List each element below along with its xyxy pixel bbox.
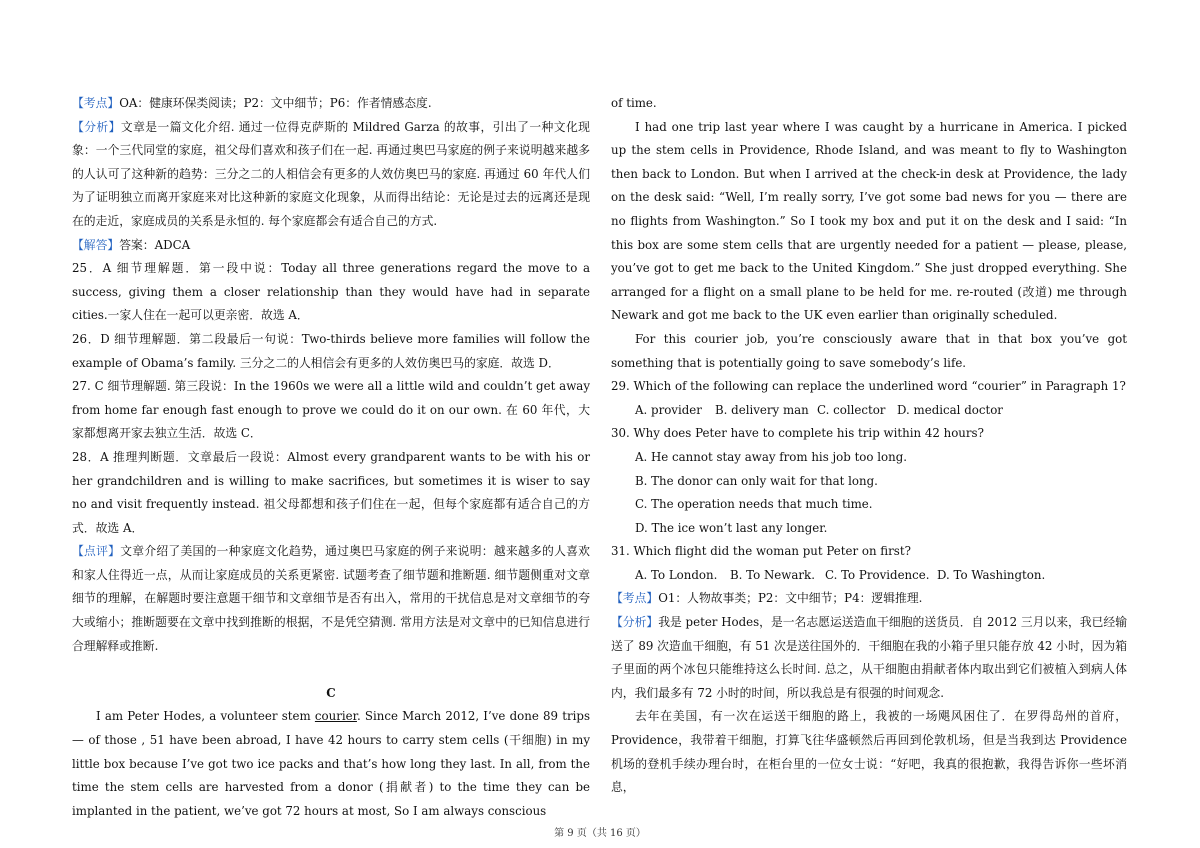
kaodian-tag-2: 【考点】 bbox=[611, 591, 659, 606]
dianping-text: 文章介绍了美国的一种家庭文化趋势，通过奥巴马家庭的例子来说明：越来越多的人喜欢和家人住得近一点，从而让家庭成员的关系更紧密. 试题考查了细节题和推断题. 细节题侧重对文章细节的理解，在解题时要注意题干细节和文章细节是否有出入，常用的干扰信息是对文章细节的夸大或缩小；推断题要在文章中找到推断的根据，不是凭空猜测. 常用方法是对文章中的已知信息进行合理解释或推断. bbox=[72, 544, 590, 653]
option-d: D. To Washington. bbox=[937, 567, 1046, 582]
passage-text-start: I am Peter Hodes, a volunteer stem bbox=[96, 709, 315, 724]
jieda-line bbox=[72, 234, 590, 258]
answer-28: 28．A 推理判断题．文章最后一段说：Almost every grandparent wants to be with his or her grandchildren and is willing to make sacrifices, but sometimes it is wiser to say no and visit frequently instead. 祖父母都想和孩子们住在一起，但每个家庭都有适合自己的方式．故选 A． bbox=[72, 449, 590, 535]
option-c: C. collector bbox=[817, 402, 886, 417]
option-a: A. He cannot stay away from his job too long. bbox=[635, 449, 908, 464]
passage-paragraph-1 bbox=[72, 705, 590, 823]
passage-continuation: of time. bbox=[611, 96, 657, 110]
fenxi-text: 文章是一篇文化介绍. 通过一位得克萨斯的 Mildred Garza 的故事，引出了一种文化现象：一个三代同堂的家庭，祖父母们喜欢和孩子们在一起. 再通过奥巴马家庭的例子来说明越来越多的人认可了这种新的趋势：三分之二的人相信会有更多的人效仿奥巴马的家庭. 再通过 60 年代人们为了证明独立而离开家庭来对比这种新的家庭文化现象，从而得出结论：无论是过去的远离还是现在的走近，家庭成员的关系是永恒的. 每个家庭都会有适合自己的方式. bbox=[72, 119, 590, 228]
fenxi-text-2: 我是 peter Hodes，是一名志愿运送造血干细胞的送货员．自 2012 三月以来，我已经输送了 89 次造血干细胞，有 51 次是送往国外的．干细胞在我的小箱子里只能存放 42 小时，因为箱子里面的两个冰包只能维持这么长时间. 总之，从干细胞由捐献者体内取出到它们被植入到病人体内，我们最多有 72 小时的时间，所以我总是有很强的时间观念. bbox=[611, 615, 1128, 700]
page-footer: 第 9 页（共 16 页） bbox=[554, 828, 646, 839]
answer-26: 26．D 细节理解题．第二段最后一句说：Two-thirds believe more families will follow the example of Obama’s family. 三分之二的人相信会有更多的人效仿奥巴马的家庭．故选 D． bbox=[72, 331, 590, 370]
right-column bbox=[611, 92, 1127, 800]
underlined-word: courier bbox=[314, 709, 357, 724]
option-c: C. To Providence. bbox=[825, 567, 930, 582]
left-column bbox=[72, 92, 590, 823]
option-b: B. delivery man bbox=[715, 402, 809, 417]
passage-paragraph-3: For this courier job, you’re consciously aware that in that box you’ve got something that is potentially going to save somebody’s life. bbox=[611, 331, 1127, 370]
jieda-text: 答案：ADCA bbox=[119, 237, 191, 252]
kaodian-tag: 【考点】 bbox=[72, 96, 120, 110]
question-31: 31. Which flight did the woman put Peter on first? bbox=[611, 544, 911, 559]
option-a: A. To London. bbox=[635, 567, 718, 582]
option-c: C. The operation needs that much time. bbox=[635, 497, 873, 512]
fenxi-paragraph-2 bbox=[611, 611, 1127, 705]
fenxi-tag-2: 【分析】 bbox=[611, 615, 659, 630]
fenxi-tag: 【分析】 bbox=[72, 119, 121, 134]
fenxi-paragraph bbox=[72, 116, 590, 234]
kaodian-line bbox=[72, 92, 590, 116]
answer-25: 25．A 细节理解题．第一段中说：Today all three generations regard the move to a success, giving them a closer relationship than they would have had in separate cities.一家人住在一起可以更亲密．故选 A． bbox=[72, 261, 590, 323]
question-29-options bbox=[611, 399, 1127, 423]
question-31-options bbox=[611, 564, 1127, 588]
section-heading: C bbox=[326, 685, 336, 700]
kaodian-line-2 bbox=[611, 587, 1127, 611]
kaodian-text-2: O1：人物故事类；P2：文中细节；P4：逻辑推理. bbox=[658, 591, 923, 606]
question-29: 29. Which of the following can replace the underlined word “courier” in Paragraph 1? bbox=[611, 379, 1126, 394]
dianping-paragraph bbox=[72, 540, 590, 658]
dianping-tag: 【点评】 bbox=[72, 544, 121, 559]
question-30: 30. Why does Peter have to complete his trip within 42 hours? bbox=[611, 426, 984, 441]
passage-paragraph-2: I had one trip last year where I was caught by a hurricane in America. I picked up the stem cells in Providence, Rhode Island, and was meant to fly to Washington then back to London. But when I arrived at the check-in desk at Providence, the lady on the desk said: “Well, I’m really sorry, I’ve got some bad news for you — there are no flights from Washington.” So I took my box and put it on the desk and I said: “In this box are some stem cells that are urgently needed for a patient — please, please, you’ve got to get me back to the United Kingdom.” She just dropped everything. She arranged for a flight on a small plane to be held for me. re-routed (改道) me through Newark and got me back to the UK even earlier than originally scheduled. bbox=[611, 119, 1127, 323]
answer-27: 27. C 细节理解题. 第三段说：In the 1960s we were all a little wild and couldn’t get away from home far enough fast enough to prove we could do it on our own. 在 60 年代，大家都想离开家去独立生活．故选 C． bbox=[72, 379, 590, 441]
jieda-tag: 【解答】 bbox=[72, 237, 120, 252]
option-b: B. The donor can only wait for that long. bbox=[635, 473, 878, 488]
kaodian-text: OA：健康环保类阅读；P2：文中细节；P6：作者情感态度. bbox=[119, 96, 432, 110]
option-d: D. The ice won’t last any longer. bbox=[635, 520, 828, 535]
option-a: A. provider bbox=[635, 402, 702, 417]
passage-text-end: . Since March 2012, I’ve done 89 trips — of those , 51 have been abroad, I have 42 hours to carry stem cells (干细胞) in my little box because I’ve got two ice packs and that’s how long they last. In all, from the time the stem cells are harvested from a donor (捐献者) to the time they can be implanted in the patient, we’ve got 72 hours at most, So I am always conscious bbox=[72, 709, 590, 818]
translation-paragraph-2: 去年在美国，有一次在运送干细胞的路上，我被的一场飓风困住了．在罗得岛州的首府，Providence，我带着干细胞，打算飞往华盛顿然后再回到伦敦机场，但是当我到达 Providence 机场的登机手续办理台时，在柜台里的一位女士说：“好吧，我真的很抱歉，我得告诉你一些坏消息， bbox=[611, 709, 1127, 795]
spacer bbox=[72, 658, 590, 682]
option-d: D. medical doctor bbox=[897, 402, 1003, 417]
option-b: B. To Newark. bbox=[730, 567, 815, 582]
